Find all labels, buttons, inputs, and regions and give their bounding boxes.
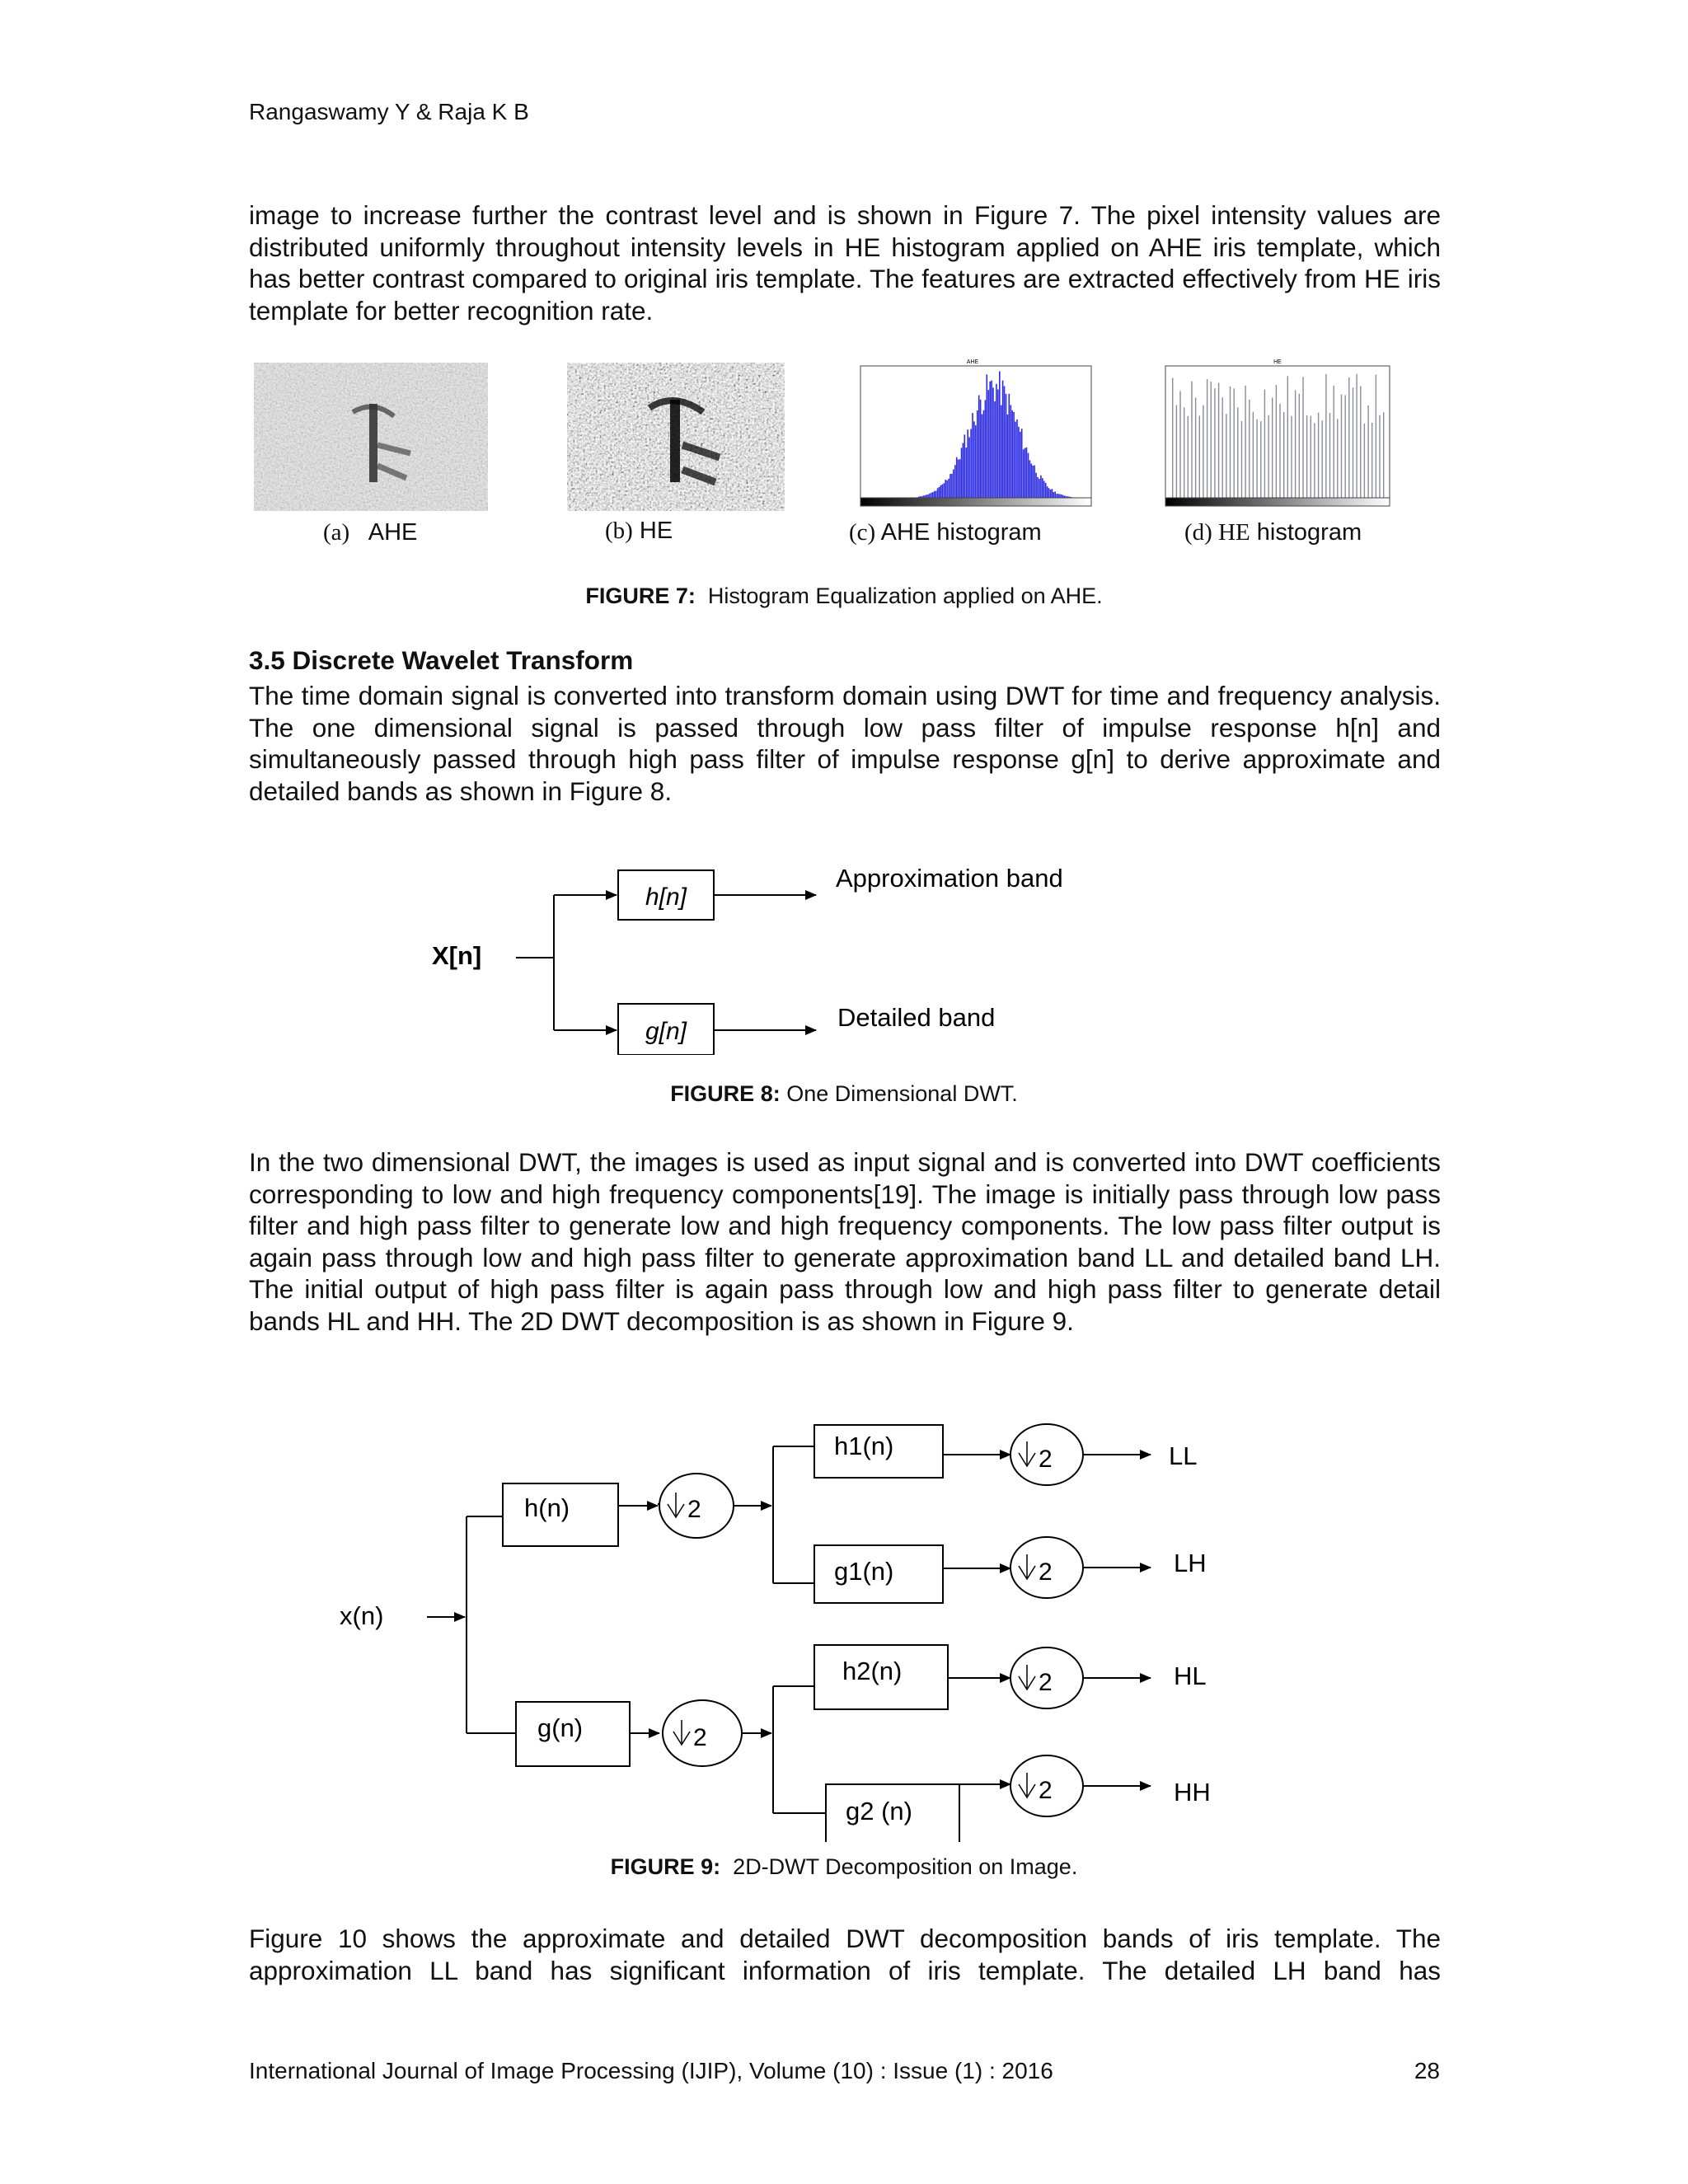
fig9-input-label: x(n) <box>340 1601 384 1630</box>
ahe-histogram-bar <box>1034 466 1035 498</box>
journal-footer: International Journal of Image Processing (IJIP), Volume (10) : Issue (1) : 2016 <box>249 2058 1053 2083</box>
fig7-label-d: (d) HE histogram <box>1184 519 1362 546</box>
ahe-histogram-bar <box>972 413 973 498</box>
figure9-caption: FIGURE 9: 2D-DWT Decomposition on Image. <box>610 1854 1078 1879</box>
he-histogram-bar <box>1364 424 1365 498</box>
ahe-histogram-bar <box>956 457 958 498</box>
ahe-histogram-bar <box>1025 448 1026 498</box>
he-histogram-svg <box>1154 356 1393 519</box>
ahe-histogram-bar <box>997 390 999 499</box>
he-histogram-bar <box>1214 388 1215 498</box>
ahe-histogram-bar <box>932 492 934 498</box>
ahe-histogram-bar <box>989 382 991 498</box>
he-histogram-plot <box>1154 356 1393 519</box>
figure8-diagram <box>412 857 1121 1055</box>
he-histogram-bar <box>1283 412 1284 498</box>
he-histogram-bar <box>1272 397 1273 498</box>
approximation-band-label: Approximation band <box>836 864 1063 893</box>
ahe-histogram-bar <box>1047 486 1048 498</box>
ahe-histogram-bar <box>950 474 951 498</box>
he-histogram-title: HE <box>1273 359 1282 365</box>
ll-band-label: LL <box>1169 1441 1198 1470</box>
paragraph-2d-dwt: In the two dimensional DWT, the images is used as input signal and is converted into DWT coefficients corresponding to low and high frequency components[19]. The image is initially pass through low pass filter and high pass filter to generate low and high frequency components. The low pass filter output is again pass through low and high pass filter to generate approximation band LL and detailed band LH. The initial output of high pass filter is again pass through low and high pass filter to generate detail bands HL and HH. The 2D DWT decomposition is as shown in Figure 9. <box>249 1147 1441 1336</box>
he-histogram-bar <box>1222 397 1223 498</box>
he-histogram-bar <box>1256 419 1257 498</box>
fig9-h-filter-label: h(n) <box>524 1493 570 1522</box>
ahe-histogram-bar <box>1031 464 1033 499</box>
ahe-histogram-bar <box>1040 476 1042 498</box>
ahe-histogram-bar <box>973 421 975 498</box>
he-histogram-bar <box>1302 377 1303 498</box>
ahe-histogram-bar <box>1002 381 1004 498</box>
he-histogram-bar <box>1306 415 1307 498</box>
ahe-histogram-bar <box>1043 481 1045 499</box>
ahe-histogram-bar <box>944 483 945 498</box>
ahe-histogram-plot <box>842 356 1098 519</box>
he-histogram-bar <box>1279 404 1280 498</box>
he-histogram-bar <box>1230 387 1231 498</box>
ahe-histogram-bar <box>1013 412 1015 498</box>
he-histogram-bar <box>1287 376 1288 498</box>
ahe-histogram-bar <box>1056 494 1057 498</box>
ahe-histogram-bar <box>927 494 929 498</box>
he-histogram-bar <box>1241 421 1242 498</box>
page-number: 28 <box>1414 2058 1440 2083</box>
ahe-histogram-bar <box>970 429 972 499</box>
fig7-label-c: (c) AHE histogram <box>849 519 1042 546</box>
he-histogram-bar <box>1199 415 1200 498</box>
he-iris-texture <box>567 363 785 511</box>
ahe-histogram-bar <box>1007 415 1009 498</box>
ahe-iris-texture <box>254 363 488 511</box>
ahe-histogram-bar <box>1057 494 1059 498</box>
ahe-histogram-bar <box>1023 449 1025 498</box>
he-histogram-bar <box>1295 390 1296 498</box>
he-iris-image <box>567 363 785 511</box>
ahe-histogram-bar <box>1054 492 1056 499</box>
running-header: Rangaswamy Y & Raja K B <box>249 99 529 124</box>
ahe-histogram-bar <box>940 485 942 498</box>
ahe-histogram-bar <box>991 381 992 498</box>
ahe-histogram-bar <box>937 488 939 498</box>
ahe-histogram-bar <box>1061 494 1062 498</box>
ahe-histogram-bar <box>1053 492 1055 498</box>
ahe-histogram-bar <box>958 460 959 499</box>
he-histogram-bar <box>1341 395 1342 499</box>
he-histogram-bar <box>1329 413 1330 498</box>
he-histogram-bar <box>1188 416 1189 498</box>
hl-band-label: HL <box>1174 1661 1207 1690</box>
he-histogram-bar <box>1172 378 1173 499</box>
he-histogram-bar <box>1291 416 1292 498</box>
ahe-histogram-bar <box>994 401 996 498</box>
highpass-filter-label: g[n] <box>645 1018 687 1045</box>
ahe-histogram-bar <box>1020 432 1021 498</box>
ahe-histogram-bar <box>992 387 994 498</box>
ahe-histogram-bar <box>1050 490 1052 498</box>
ahe-histogram-bar <box>945 480 946 498</box>
he-histogram-bar <box>1176 405 1177 499</box>
he-histogram-bar <box>1314 423 1315 498</box>
ahe-histogram-bar <box>954 465 956 498</box>
ahe-histogram-bar <box>983 410 985 498</box>
he-histogram-bar <box>1211 382 1212 498</box>
fig9-h1-filter-label: h1(n) <box>834 1432 894 1460</box>
fig9-downsample-ll-factor: 2 <box>1039 1446 1053 1473</box>
he-histogram-bar <box>1179 391 1180 498</box>
ahe-histogram-bar <box>964 434 966 498</box>
fig9-downsample-h-factor: 2 <box>687 1496 701 1523</box>
ahe-histogram-bar <box>1028 453 1029 498</box>
ahe-grayscale-bar <box>860 498 1091 506</box>
he-histogram-bar <box>1367 405 1368 498</box>
paragraph-figure10: Figure 10 shows the approximate and detailed DWT decomposition bands of iris template. The approximation LL band has significant information of iris template. The detailed LH band has <box>249 1924 1441 1985</box>
he-histogram-bar <box>1360 387 1361 499</box>
ahe-histogram-bar <box>1029 461 1031 499</box>
ahe-histogram-bar <box>926 494 927 498</box>
fig9-g1-filter-label: g1(n) <box>834 1557 894 1586</box>
ahe-histogram-bar <box>1006 394 1007 498</box>
lh-band-label: LH <box>1174 1549 1207 1577</box>
ahe-histogram-bar <box>999 372 1001 499</box>
ahe-histogram-bar <box>978 396 980 499</box>
he-histogram-bar <box>1379 415 1380 498</box>
ahe-histogram-bar <box>1059 494 1061 498</box>
ahe-histogram-bar <box>946 480 948 498</box>
fig9-h2-filter-label: h2(n) <box>842 1657 903 1685</box>
fig9-downsample-lh-factor: 2 <box>1039 1558 1053 1586</box>
hh-band-label: HH <box>1174 1778 1211 1807</box>
fig9-downsample-hl-factor: 2 <box>1039 1669 1053 1696</box>
ahe-histogram-bar <box>939 487 940 498</box>
ahe-histogram-bar <box>1042 478 1043 498</box>
fig7-label-b: (b) HE <box>605 518 673 544</box>
section-title: 3.5 Discrete Wavelet Transform <box>249 645 634 675</box>
he-histogram-bar <box>1260 421 1261 498</box>
he-histogram-bar <box>1234 388 1235 498</box>
ahe-histogram-bar <box>980 400 982 498</box>
ahe-histogram-bar <box>948 479 950 498</box>
he-histogram-bar <box>1191 382 1192 498</box>
figure8-caption: FIGURE 8: One Dimensional DWT. <box>670 1081 1018 1106</box>
he-histogram-bar <box>1337 419 1338 498</box>
he-histogram-bar <box>1348 377 1349 498</box>
ahe-histogram-bar <box>1037 477 1039 498</box>
figure9-diagram <box>330 1413 1236 1842</box>
ahe-histogram-bar <box>967 429 968 498</box>
ahe-histogram-bar <box>1001 405 1002 498</box>
fig8-input-label: X[n] <box>432 941 482 970</box>
ahe-histogram-bar <box>951 474 953 498</box>
he-histogram-bar <box>1237 407 1238 498</box>
he-histogram-bar <box>1253 412 1254 498</box>
ahe-histogram-bar <box>1015 422 1016 498</box>
fig7-label-a: (a) AHE <box>323 519 418 546</box>
ahe-histogram-title: AHE <box>966 359 979 365</box>
ahe-histogram-bar <box>966 448 968 498</box>
ahe-iris-image <box>254 363 488 511</box>
fig9-g-filter-label: g(n) <box>537 1713 584 1742</box>
figure7-caption: FIGURE 7: Histogram Equalization applied on AHE. <box>585 583 1103 608</box>
ahe-histogram-bar <box>1004 387 1006 499</box>
ahe-histogram-bar <box>1039 479 1040 498</box>
lowpass-filter-label: h[n] <box>645 883 687 911</box>
ahe-histogram-bar <box>1048 488 1050 498</box>
ahe-histogram-bar <box>934 491 935 498</box>
ahe-histogram-bar <box>1016 419 1018 498</box>
he-histogram-bar <box>1218 382 1219 498</box>
fig9-downsample-hh-factor: 2 <box>1039 1777 1053 1804</box>
he-histogram-bar <box>1264 390 1265 498</box>
ahe-histogram-bar <box>1032 466 1034 498</box>
ahe-histogram-bar <box>935 491 937 498</box>
ahe-histogram-bar <box>1009 394 1010 498</box>
he-histogram-bar <box>1345 396 1346 499</box>
he-grayscale-bar <box>1165 498 1390 506</box>
fig9-downsample-g-factor: 2 <box>693 1724 707 1751</box>
ahe-histogram-bar <box>982 415 983 499</box>
ahe-histogram-bar <box>942 485 944 498</box>
paragraph-intro: image to increase further the contrast level and is shown in Figure 7. The pixel intensity values are distributed uniformly throughout intensity levels in HE histogram applied on AHE iris template, which has better contrast compared to original iris template. The features are extracted effectively from HE iris template for better recognition rate. <box>249 200 1441 326</box>
ahe-histogram-bar <box>959 459 961 498</box>
ahe-histogram-bar <box>968 437 970 498</box>
detailed-band-label: Detailed band <box>837 1003 996 1032</box>
ahe-histogram-bar <box>931 493 932 498</box>
he-histogram-bar <box>1322 420 1323 498</box>
ahe-histogram-bar <box>963 443 964 499</box>
ahe-histogram-bar <box>985 400 987 498</box>
fig9-g2-filter-label: g2 (n) <box>846 1797 912 1825</box>
ahe-histogram-bar <box>953 470 954 498</box>
ahe-histogram-bar <box>975 425 977 498</box>
he-histogram-bar <box>1318 413 1319 498</box>
ahe-histogram-bar <box>987 374 988 498</box>
he-histogram-bar <box>1356 374 1357 498</box>
he-histogram-bar <box>1249 400 1250 498</box>
paragraph-dwt: The time domain signal is converted into transform domain using DWT for time and frequency analysis. The one dimensional signal is passed through low pass filter of impulse response h[n] and simultaneously passed through high pass filter of impulse response g[n] to derive approximate and detailed bands as shown in Figure 8. <box>249 681 1441 806</box>
he-histogram-bar <box>1299 394 1300 498</box>
he-histogram-bar <box>1195 398 1196 499</box>
ahe-histogram-bar <box>1011 410 1013 498</box>
ahe-histogram-bar <box>1035 473 1037 498</box>
ahe-histogram-bar <box>1010 405 1012 498</box>
he-histogram-bar <box>1276 385 1277 498</box>
he-histogram-bar <box>1325 374 1326 498</box>
he-histogram-bar <box>1383 412 1384 498</box>
ahe-histogram-bar <box>996 384 997 498</box>
ahe-histogram-bar <box>1021 429 1023 498</box>
ahe-histogram-bar <box>1045 483 1047 498</box>
ahe-histogram-bar <box>1026 448 1028 498</box>
ahe-histogram-bar <box>1018 427 1020 498</box>
ahe-histogram-bar <box>988 390 990 498</box>
ahe-histogram-bar <box>1052 489 1053 498</box>
ahe-histogram-bar <box>961 448 963 498</box>
ahe-histogram-svg <box>842 356 1098 519</box>
ahe-histogram-bar <box>929 494 931 498</box>
ahe-histogram-bar <box>977 410 978 498</box>
